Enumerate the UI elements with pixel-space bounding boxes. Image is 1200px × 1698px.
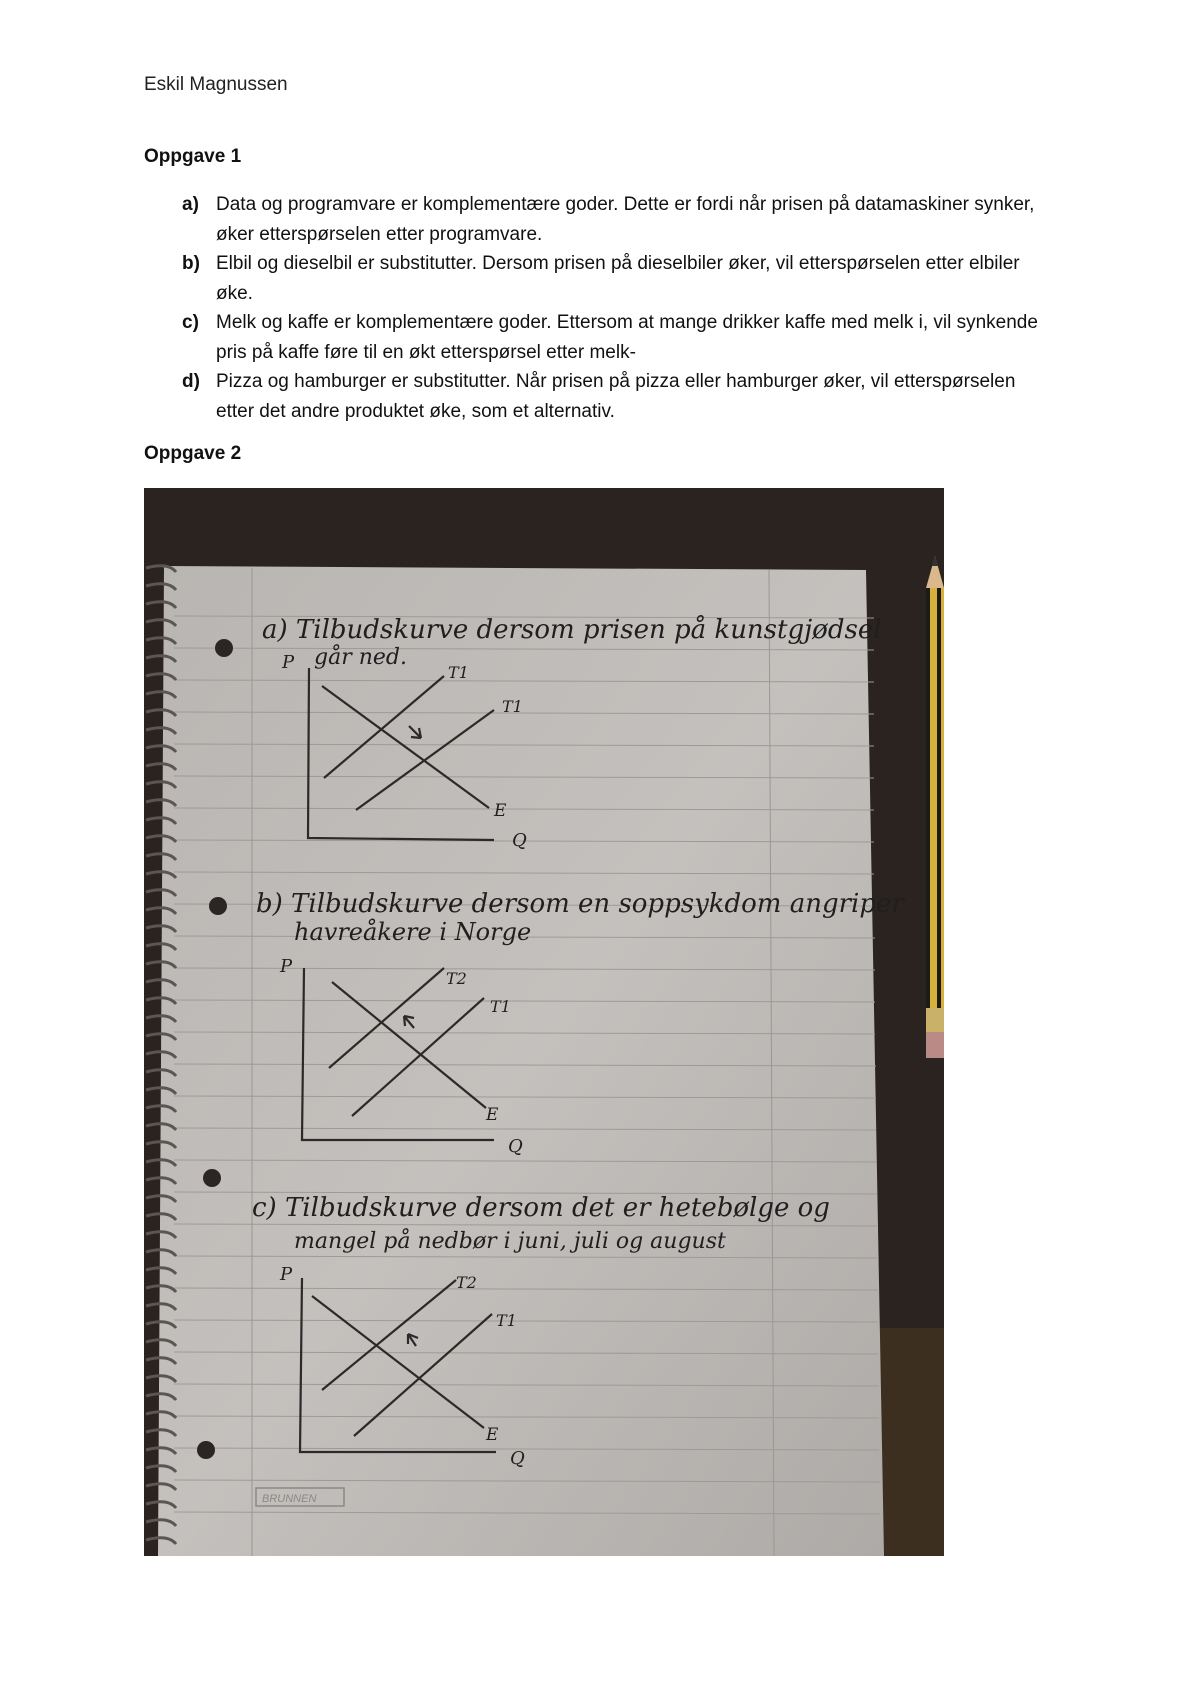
punch-hole [203, 1169, 221, 1187]
section-heading-oppgave-2: Oppgave 2 [144, 443, 242, 464]
axis-q-label: Q [512, 830, 527, 851]
heading-c-line1: c) Tilbudskurve dersom det er hetebølge og [252, 1193, 830, 1223]
axis-q-label: Q [508, 1136, 523, 1157]
punch-hole [215, 639, 233, 657]
list-item [144, 308, 1044, 367]
item-label: c) [182, 312, 199, 333]
item-text: Elbil og dieselbil er substitutter. Dersom prisen på dieselbiler øker, vil etterspørselen etter elbiler øke. [216, 253, 1020, 304]
curve-label-t1: T1 [502, 697, 523, 716]
curve-label-e: E [486, 1105, 499, 1125]
list-item [144, 190, 1044, 249]
item-label: d) [182, 371, 200, 392]
axis-q-label: Q [510, 1448, 525, 1469]
curve-label-t1: T1 [496, 1311, 517, 1330]
curve-label-t2: T2 [456, 1273, 477, 1292]
brand-stamp-text: BRUNNEN [262, 1493, 317, 1505]
heading-a-line2: går ned. [314, 645, 407, 670]
pencil [926, 556, 944, 1058]
item-text: Melk og kaffe er komplementære goder. Ettersom at mange drikker kaffe med melk i, vil synkende pris på kaffe føre til en økt etterspørsel etter melk- [216, 312, 1038, 363]
author-name: Eskil Magnussen [144, 74, 288, 95]
curve-label-t1: T1 [448, 663, 469, 682]
section-heading-oppgave-1: Oppgave 1 [144, 146, 242, 167]
item-label: b) [182, 253, 200, 274]
punch-hole [209, 897, 227, 915]
item-text: Data og programvare er komplementære goder. Dette er fordi når prisen på datamaskiner synker, øker etterspørselen etter programvare. [216, 194, 1035, 245]
curve-label-e: E [486, 1425, 499, 1445]
heading-a-line1: a) Tilbudskurve dersom prisen på kunstgjødsel [262, 615, 882, 645]
heading-b-line2: havreåkere i Norge [294, 918, 532, 946]
heading-c-line2: mangel på nedbør i juni, juli og august [294, 1229, 726, 1254]
list-item [144, 249, 1044, 308]
axis-p-label: P [282, 652, 295, 673]
punch-hole [197, 1441, 215, 1459]
answer-list [144, 190, 1044, 426]
curve-label-e: E [494, 801, 507, 821]
list-item [144, 367, 1044, 426]
axis-p-label: P [280, 1264, 293, 1285]
item-text: Pizza og hamburger er substitutter. Når prisen på pizza eller hamburger øker, vil etterspørselen etter det andre produktet øke, som et alternativ. [216, 371, 1016, 422]
heading-b-line1: b) Tilbudskurve dersom en soppsykdom angriper [256, 889, 904, 919]
curve-label-t2: T2 [446, 969, 467, 988]
curve-label-t1: T1 [490, 997, 511, 1016]
item-label: a) [182, 194, 199, 215]
axis-p-label: P [280, 956, 293, 977]
notebook-photo [144, 488, 944, 1556]
